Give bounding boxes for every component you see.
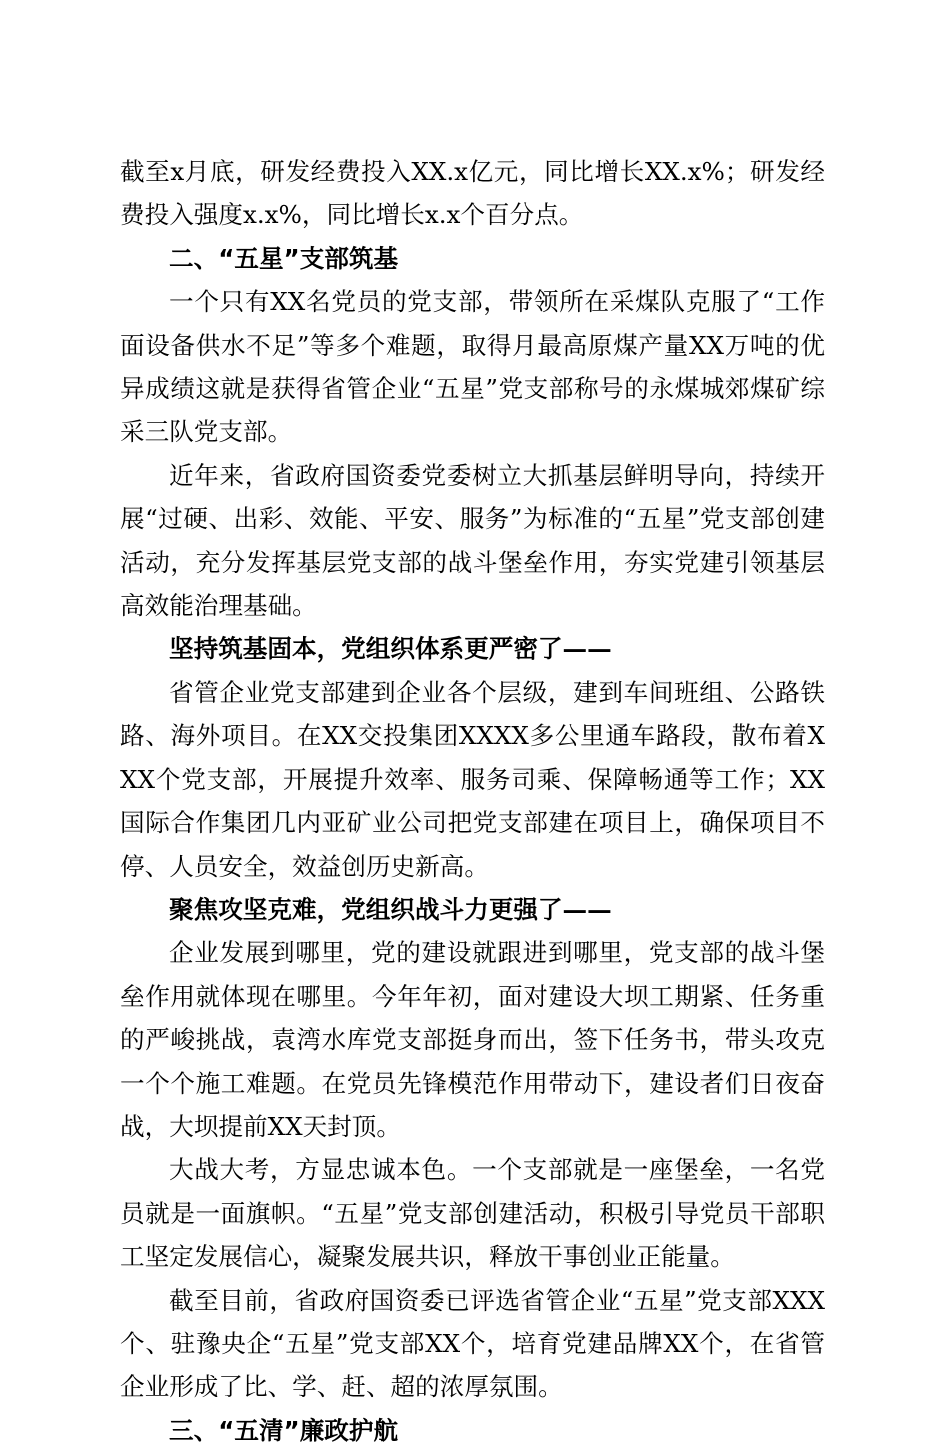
paragraph-rd-funding: 截至x月底，研发经费投入XX.x亿元，同比增长XX.x%；研发经费投入强度x.x%，同比增长x.x个百分点。: [120, 157, 825, 230]
paragraph-evaluation: 截至目前，省政府国资委已评选省管企业“五星”党支部XXX个、驻豫央企“五星”党支部XX个，培育党建品牌XX个，在省管企业形成了比、学、赶、超的浓厚氛围。: [120, 1285, 825, 1402]
paragraph-recent-years: 近年来，省政府国资委党委树立大抓基层鲜明导向，持续开展“过硬、出彩、效能、平安、服务”为标准的“五星”党支部创建活动，充分发挥基层党支部的战斗堡垒作用，夯实党建引领基层高效能治理基础。: [120, 460, 825, 621]
subheading-foundation: 坚持筑基固本，党组织体系更严密了——: [169, 634, 612, 664]
paragraph-loyalty: 大战大考，方显忠诚本色。一个支部就是一座堡垒，一名党员就是一面旗帜。“五星”党支部创建活动，积极引导党员干部职工坚定发展信心，凝聚发展共识，释放干事创业正能量。: [120, 1155, 825, 1272]
section-heading-five-clean: 三、“五清”廉政护航: [169, 1415, 399, 1445]
paragraph-branch-levels: 省管企业党支部建到企业各个层级，建到车间班组、公路铁路、海外项目。在XX交投集团XXXX多公里通车路段，散布着XXX个党支部，开展提升效率、服务司乘、保障畅通等工作；XX国际合作集团几内亚矿业公司把党支部建在项目上，确保项目不停、人员安全，效益创历史新高。: [120, 677, 825, 881]
section-heading-five-star: 二、“五星”支部筑基: [169, 243, 399, 273]
paragraph-reservoir: 企业发展到哪里，党的建设就跟进到哪里，党支部的战斗堡垒作用就体现在哪里。今年年初，面对建设大坝工期紧、任务重的严峻挑战，袁湾水库党支部挺身而出，签下任务书，带头攻克一个个施工难题。在党员先锋模范作用带动下，建设者们日夜奋战，大坝提前XX天封顶。: [120, 938, 825, 1141]
paragraph-coal-team: 一个只有XX名党员的党支部，带领所在采煤队克服了“工作面设备供水不足”等多个难题，取得月最高原煤产量XX万吨的优异成绩这就是获得省管企业“五星”党支部称号的永煤城郊煤矿综采三队党支部。: [120, 287, 825, 447]
document-body: [120, 150, 825, 1452]
subheading-combat: 聚焦攻坚克难，党组织战斗力更强了——: [169, 894, 612, 924]
